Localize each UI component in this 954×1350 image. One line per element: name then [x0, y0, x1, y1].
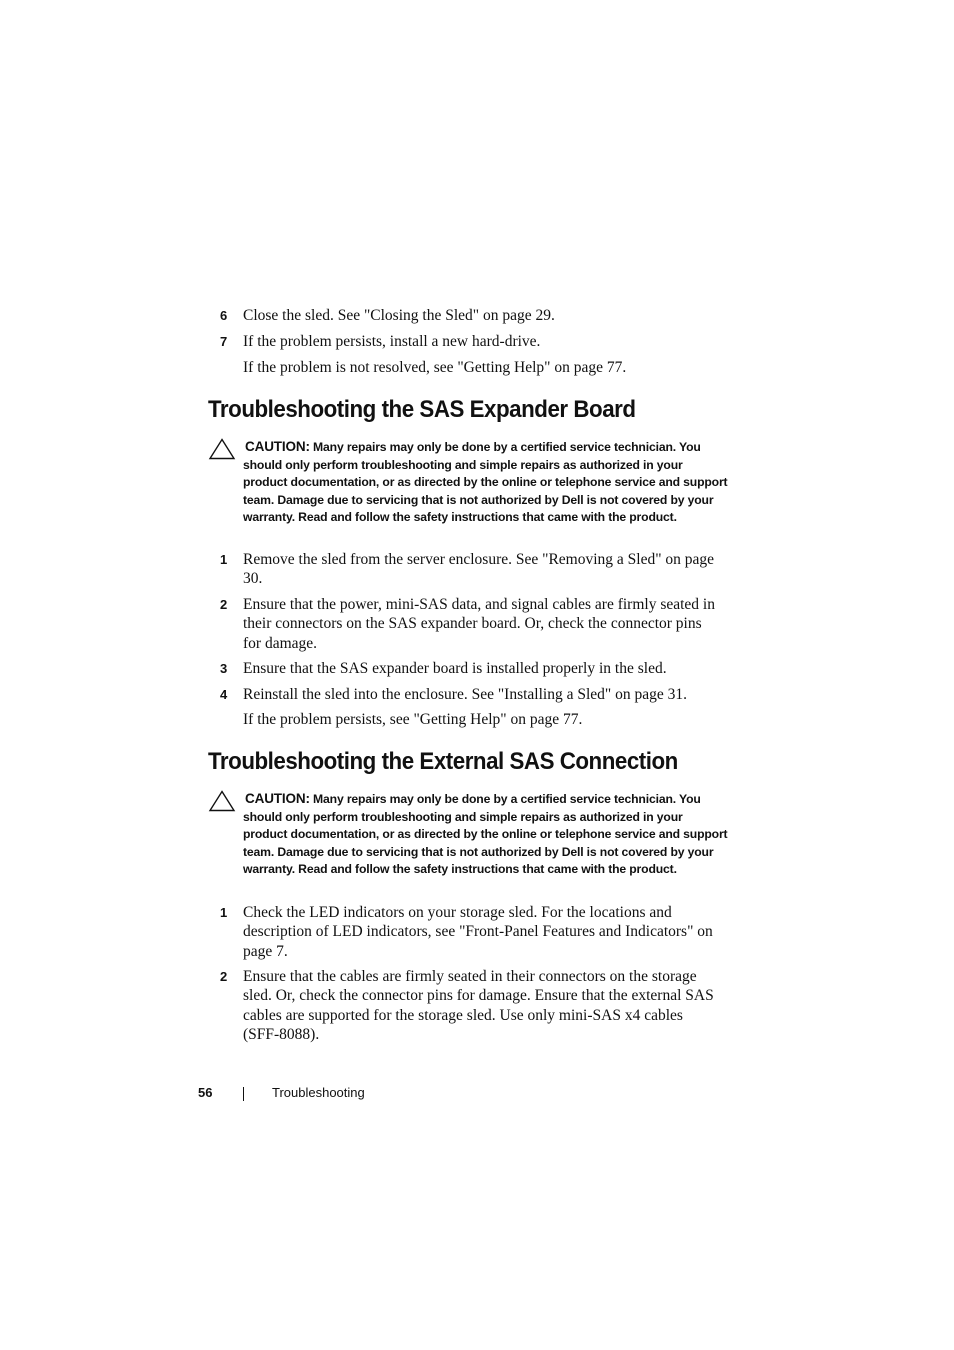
caution-text: Many repairs may only be done by a certified service technician. You should only perform troubleshooting and simple repairs as authorized in your product documentation, or as directed by the online or telephone service and support team. Damage due to servicing that is not authorized by Dell is not covered by your warranty. Read and follow the safety instructions that came with the product.	[243, 440, 728, 525]
step-text: Ensure that the SAS expander board is installed properly in the sled.	[243, 660, 667, 677]
section-note: If the problem persists, see "Getting Help" on page 77.	[243, 711, 583, 728]
section-heading-external-sas: Troubleshooting the External SAS Connection	[208, 748, 678, 775]
caution-body	[243, 790, 728, 879]
step-text: If the problem persists, install a new hard-drive.	[243, 333, 541, 350]
section-heading-sas-expander: Troubleshooting the SAS Expander Board	[208, 396, 636, 423]
step-text: Check the LED indicators on your storage sled. For the locations and description of LED indicators, see "Front-Panel Features and Indicators" on page 7.	[243, 904, 713, 960]
caution-label: CAUTION:	[245, 791, 310, 806]
caution-label: CAUTION:	[245, 439, 310, 454]
intro-note: If the problem is not resolved, see "Getting Help" on page 77.	[243, 359, 627, 376]
footer-divider	[243, 1087, 244, 1101]
step-number: 7	[220, 334, 228, 349]
step-text: Ensure that the cables are firmly seated in their connectors on the storage sled. Or, check the connector pins for damage. Ensure that the external SAS cables are supported for the storage sled. Use only mini-SAS x4 cables (SFF-8088).	[243, 968, 714, 1043]
step-number: 6	[220, 308, 228, 323]
caution-triangle-icon	[208, 438, 236, 460]
caution-text: Many repairs may only be done by a certified service technician. You should only perform troubleshooting and simple repairs as authorized in your product documentation, or as directed by the online or telephone service and support team. Damage due to servicing that is not authorized by Dell is not covered by your warranty. Read and follow the safety instructions that came with the product.	[243, 792, 728, 877]
step-number: 4	[220, 687, 228, 702]
footer-section-title: Troubleshooting	[272, 1085, 365, 1100]
page-number: 56	[198, 1085, 213, 1100]
step-number: 3	[220, 661, 228, 676]
caution-triangle-icon	[208, 790, 236, 812]
caution-body	[243, 438, 728, 527]
step-text: Close the sled. See "Closing the Sled" on page 29.	[243, 307, 555, 324]
step-number: 2	[220, 597, 228, 612]
step-number: 2	[220, 969, 228, 984]
step-number: 1	[220, 905, 228, 920]
step-text: Remove the sled from the server enclosure. See "Removing a Sled" on page 30.	[243, 551, 715, 588]
step-text: Ensure that the power, mini-SAS data, and signal cables are firmly seated in their connectors on the SAS expander board. Or, check the connector pins for damage.	[243, 596, 715, 652]
step-number: 1	[220, 552, 228, 567]
step-text: Reinstall the sled into the enclosure. See "Installing a Sled" on page 31.	[243, 686, 687, 703]
